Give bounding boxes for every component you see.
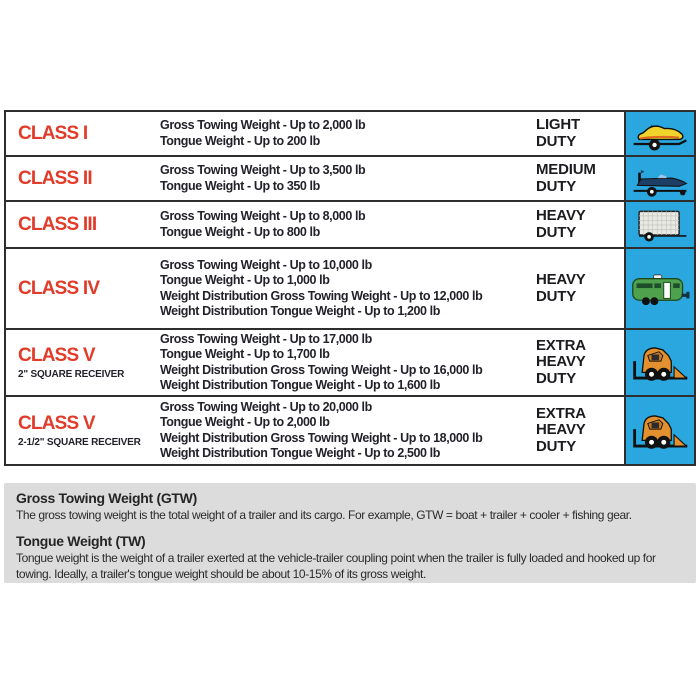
spec-line: Gross Towing Weight - Up to 20,000 lb — [160, 399, 372, 414]
table-row-class-5-2in — [6, 330, 694, 397]
duty-label: DUTY — [536, 177, 577, 195]
class-label: CLASS IV — [18, 277, 100, 299]
class-cell — [6, 112, 160, 155]
duty-label: EXTRA — [536, 336, 586, 354]
specs-cell — [160, 112, 528, 155]
table-row-class-5-2halfin — [6, 397, 694, 464]
class-cell — [6, 397, 160, 464]
duty-label: EXTRA — [536, 404, 586, 422]
class-cell — [6, 330, 160, 395]
class-cell — [6, 249, 160, 328]
camper-trailer-icon — [629, 267, 691, 311]
specs-cell — [160, 397, 528, 464]
icon-cell — [624, 202, 694, 247]
table-row-class-1 — [6, 112, 694, 157]
spec-line: Gross Towing Weight - Up to 8,000 lb — [160, 209, 366, 223]
receiver-label: 2" SQUARE RECEIVER — [18, 368, 125, 380]
duty-label: HEAVY — [536, 271, 586, 288]
icon-cell — [624, 397, 694, 464]
spec-line: Tongue Weight - Up to 2,000 lb — [160, 415, 330, 429]
class-label: CLASS V — [18, 344, 95, 366]
duty-label: DUTY — [536, 132, 577, 150]
spec-line: Gross Towing Weight - Up to 3,500 lb — [160, 163, 366, 177]
table-row-class-2 — [6, 157, 694, 202]
icon-cell — [624, 249, 694, 328]
jetski-trailer-icon — [629, 114, 691, 154]
spec-line: Gross Towing Weight - Up to 2,000 lb — [160, 118, 366, 132]
specs-cell — [160, 249, 528, 328]
boat-trailer-icon — [629, 159, 691, 199]
spec-line: Gross Towing Weight - Up to 17,000 lb — [160, 331, 372, 346]
tw-heading: Tongue Weight (TW) — [16, 533, 146, 549]
spec-line: Weight Distribution Tongue Weight - Up to 1,200 lb — [160, 304, 440, 318]
specs-cell — [160, 330, 528, 395]
class-label: CLASS I — [18, 122, 88, 144]
spec-line: Tongue Weight - Up to 1,700 lb — [160, 347, 330, 361]
class-label: CLASS II — [18, 167, 92, 189]
table-row-class-4 — [6, 249, 694, 330]
equipment-trailer-icon — [629, 340, 691, 386]
duty-label: DUTY — [536, 437, 577, 455]
duty-label: LIGHT — [536, 116, 580, 133]
specs-cell — [160, 202, 528, 247]
spec-line: Tongue Weight - Up to 1,000 lb — [160, 273, 330, 287]
spec-line: Tongue Weight - Up to 200 lb — [160, 133, 320, 148]
duty-label: DUTY — [536, 223, 577, 241]
specs-cell — [160, 157, 528, 200]
spec-line: Weight Distribution Tongue Weight - Up to 2,500 lb — [160, 446, 440, 460]
duty-label: DUTY — [536, 369, 577, 387]
tw-body: Tongue weight is the weight of a trailer exerted at the vehicle-trailer coupling point when the trailer is fully loaded and hooked up for towing. Ideally, a trailer's tongue weight should be about 10-15% of its gross weight. — [16, 551, 656, 581]
equipment-trailer-icon — [629, 408, 691, 454]
duty-cell — [528, 157, 624, 200]
duty-cell — [528, 397, 624, 464]
tw-definition — [16, 533, 686, 582]
spec-line: Tongue Weight - Up to 800 lb — [160, 224, 320, 239]
gtw-body: The gross towing weight is the total weight of a trailer and its cargo. For example, GTW = boat + trailer + cooler + fishing gear. — [16, 508, 632, 522]
class-cell — [6, 202, 160, 247]
class-label: CLASS III — [18, 213, 97, 235]
icon-cell — [624, 112, 694, 155]
duty-cell — [528, 202, 624, 247]
spec-line: Tongue Weight - Up to 350 lb — [160, 178, 320, 193]
spec-line: Weight Distribution Gross Towing Weight - Up to 16,000 lb — [160, 362, 483, 377]
duty-label: DUTY — [536, 287, 577, 305]
duty-label: HEAVY — [536, 353, 586, 371]
icon-cell — [624, 157, 694, 200]
table-row-class-3 — [6, 202, 694, 249]
class-cell — [6, 157, 160, 200]
spec-line: Weight Distribution Gross Towing Weight - Up to 18,000 lb — [160, 430, 483, 445]
receiver-label: 2-1/2" SQUARE RECEIVER — [18, 436, 141, 448]
duty-cell — [528, 112, 624, 155]
cargo-trailer-icon — [629, 205, 691, 245]
spec-line: Gross Towing Weight - Up to 10,000 lb — [160, 257, 372, 272]
definitions-panel — [4, 483, 696, 583]
duty-label: MEDIUM — [536, 161, 596, 178]
duty-cell — [528, 249, 624, 328]
class-label: CLASS V — [18, 412, 95, 434]
duty-label: HEAVY — [536, 421, 586, 439]
gtw-definition — [16, 490, 686, 523]
icon-cell — [624, 330, 694, 395]
spec-line: Weight Distribution Tongue Weight - Up to 1,600 lb — [160, 378, 440, 392]
gtw-heading: Gross Towing Weight (GTW) — [16, 490, 197, 506]
duty-label: HEAVY — [536, 207, 586, 224]
hitch-class-table — [4, 110, 696, 466]
duty-cell — [528, 330, 624, 395]
spec-line: Weight Distribution Gross Towing Weight - Up to 12,000 lb — [160, 288, 483, 303]
